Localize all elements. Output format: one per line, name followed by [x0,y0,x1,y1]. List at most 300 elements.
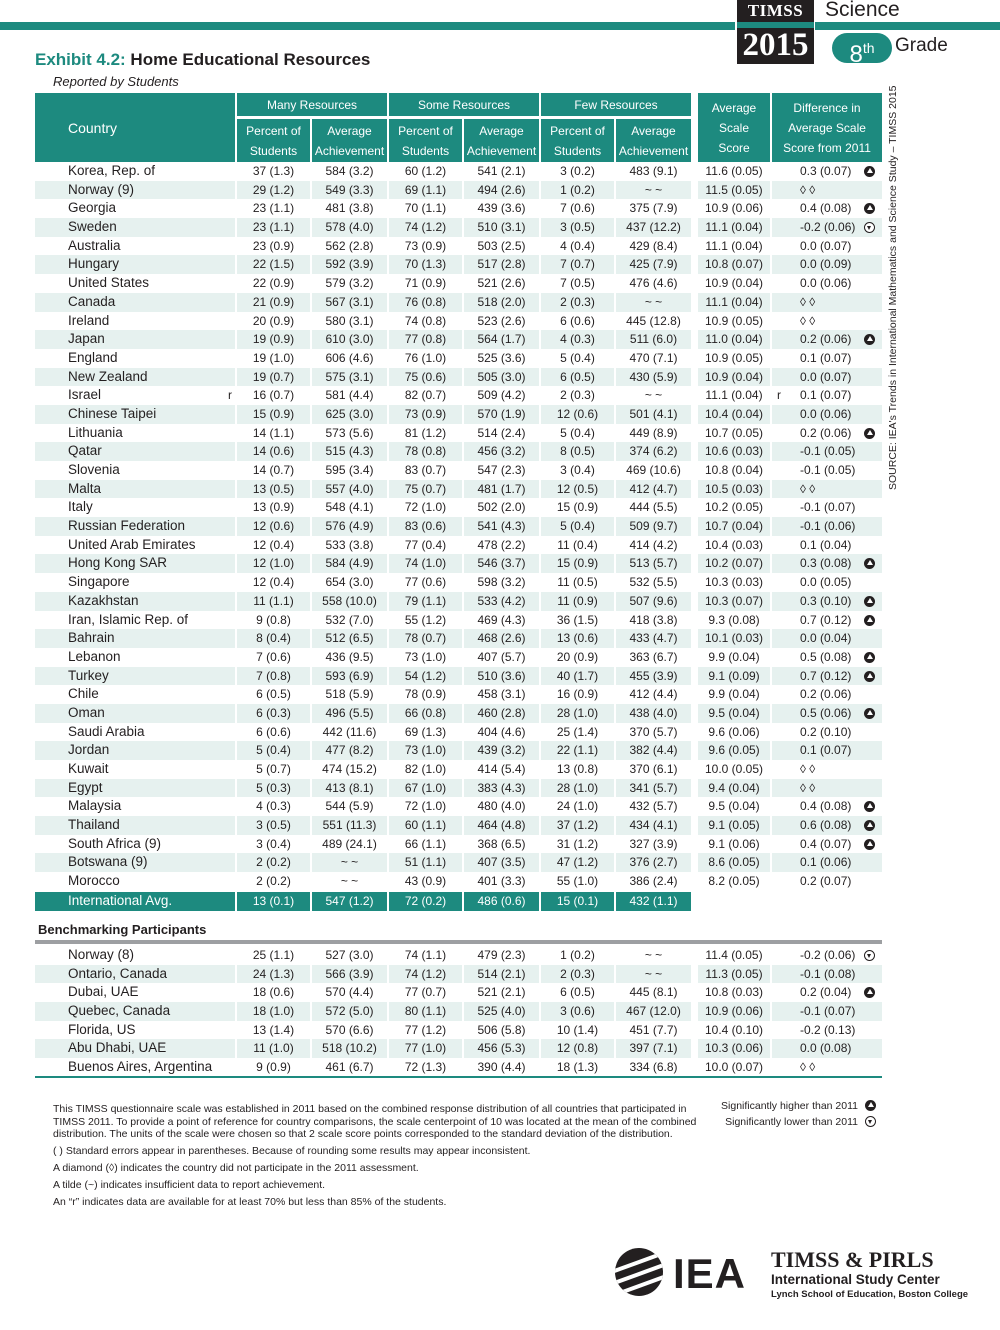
avg-few: 437 (12.2) [616,218,691,237]
avg-many: 584 (3.2) [325,164,374,178]
country-name: Jordan [35,741,235,760]
pct-some: 66 (1.1) [404,836,447,851]
pct-many: 13 (0.9) [252,500,295,515]
legend-lower: Significantly lower than 2011 [700,1114,880,1130]
note-scale: This TIMSS questionnaire scale was established in 2011 based on the combined response distribution of all countries that participated in TIMSS 2011. To provide a point of reference for country comparisons, the scale centerpoint of 10 was located at the mean of the combined distribution. The units of the scale were chosen so that 2 scale score points corresponded to the standard deviation of the distribution. [53,1103,697,1140]
country-name: Abu Dhabi, UAE [35,1039,235,1058]
pct-many: 14 (0.7) [252,463,295,477]
pct-many: 18 (0.6) [252,985,295,1000]
pct-few: 24 (1.0) [556,799,599,814]
avg-some: 525 (3.6) [477,350,526,365]
country-name: Hong Kong SAR [35,554,235,573]
pct-some: 72 (1.0) [404,799,447,814]
country-name: Thailand [35,816,235,835]
pct-some: 67 (1.0) [389,779,462,798]
pct-many: 18 (1.0) [237,1002,310,1021]
pct-few: 11 (0.9) [541,592,614,611]
pct-few: 3 (0.6) [541,1002,614,1021]
avg-few: 425 (7.9) [616,255,691,274]
scale-score: 10.4 (0.10) [704,1022,764,1037]
country-name: Chile [68,686,99,702]
avg-few: 432 (1.1) [616,892,691,911]
diff-2011: ◊ ◊ [800,1060,816,1075]
scale-score: 11.1 (0.04) [705,388,763,403]
pct-many: 5 (0.4) [237,741,310,760]
avg-many: 566 (3.9) [312,965,387,984]
header-country: Country [35,93,235,162]
avg-many: 518 (5.9) [325,687,374,702]
avg-some: 518 (2.0) [464,293,539,312]
pct-some: 72 (0.2) [389,892,462,911]
pct-few: 7 (0.5) [560,276,595,291]
scale-score: 11.1 (0.04) [698,218,770,237]
avg-many: 575 (3.1) [312,368,387,387]
avg-some: 502 (2.0) [477,500,526,515]
pct-few: 28 (1.0) [541,704,614,723]
diff-2011: -0.2 (0.13) [800,1022,856,1037]
diff-2011: 0.2 (0.04) [800,985,852,1000]
pct-few: 25 (1.4) [556,724,599,739]
pct-some: 77 (0.8) [389,330,462,349]
pct-many: 2 (0.2) [256,874,291,889]
pct-many: 7 (0.8) [237,667,310,686]
country-name: Malta [35,480,235,499]
pct-some: 73 (1.0) [404,649,447,664]
pct-few: 3 (0.2) [560,164,595,178]
pct-few: 18 (1.3) [556,1060,599,1075]
grade-badge: 8th [832,33,892,63]
pct-few: 2 (0.3) [541,293,614,312]
country-name: Israel [68,387,102,403]
avg-some: 401 (3.3) [477,874,526,889]
pct-some: 80 (1.1) [389,1002,462,1021]
header-pct-many: Percent of Students [237,119,310,162]
avg-some: 509 (4.2) [477,388,526,403]
arrow-up-icon [864,839,875,850]
avg-few: 386 (2.4) [629,874,678,889]
header-avg-some: Average Achievement [464,119,539,162]
pct-some: 73 (0.9) [404,238,447,253]
pct-few: 11 (0.5) [557,575,598,590]
diff-2011: ◊ ◊ [772,181,882,200]
scale-score: 10.9 (0.06) [704,201,764,216]
pct-many: 12 (0.4) [252,537,295,552]
avg-few: 327 (3.9) [629,836,678,851]
pct-some: 70 (1.1) [404,201,447,216]
pct-some: 77 (0.4) [404,537,447,552]
pct-some: 72 (1.3) [404,1060,447,1075]
avg-few: 532 (5.5) [629,575,678,590]
avg-few: 483 (9.1) [629,164,678,178]
arrow-up-icon [864,166,875,177]
avg-many: 592 (3.9) [312,255,387,274]
pct-few: 40 (1.7) [541,667,614,686]
pct-some: 74 (1.2) [389,965,462,984]
avg-some: 368 (6.5) [477,836,526,851]
pct-some: 77 (0.7) [404,985,447,1000]
scale-score: 8.6 (0.05) [698,853,770,872]
benchmark-rule [35,940,882,944]
avg-some: 486 (0.6) [464,892,539,911]
country-name: Chinese Taipei [35,405,235,424]
country-name: Hungary [35,255,235,274]
scale-score: 8.2 (0.05) [708,874,760,889]
timss-logo [737,0,814,64]
pct-few: 6 (0.5) [560,985,595,1000]
avg-many: 610 (3.0) [312,330,387,349]
arrow-up-icon [865,1100,876,1111]
country-name: Sweden [35,218,235,237]
avg-many: 515 (4.3) [312,442,387,461]
avg-few: 469 (10.6) [626,463,681,477]
pct-many: 12 (0.6) [237,517,310,536]
arrow-down-icon [865,1116,876,1127]
diff-2011: 0.2 (0.07) [800,874,852,889]
avg-many: 573 (5.6) [325,425,374,440]
pct-many: 12 (0.4) [252,575,295,590]
avg-many: 544 (5.9) [325,799,374,814]
legend [700,1098,880,1130]
avg-some: 414 (5.4) [477,762,526,776]
pct-some: 83 (0.7) [404,463,447,477]
avg-many: 593 (6.9) [312,667,387,686]
arrow-up-icon [864,820,875,831]
diff-2011: 0.7 (0.12) [800,612,852,627]
pct-some: 51 (1.1) [389,853,462,872]
avg-some: 468 (2.6) [464,629,539,648]
scale-score: 10.4 (0.04) [698,405,770,424]
pct-few: 7 (0.7) [541,255,614,274]
avg-some: 460 (2.8) [464,704,539,723]
pct-few: 31 (1.2) [556,836,599,851]
pct-many: 6 (0.5) [256,687,291,702]
pct-many: 29 (1.2) [237,181,310,200]
avg-few: 370 (6.1) [629,762,678,776]
scale-score: 11.6 (0.05) [705,164,763,178]
avg-many: 576 (4.9) [312,517,387,536]
avg-some: 506 (5.8) [477,1022,526,1037]
avg-few: 513 (5.7) [616,554,691,573]
avg-many: ~ ~ [340,874,359,889]
pct-few: 6 (0.5) [541,368,614,387]
pct-few: 1 (0.2) [560,948,595,962]
table-bottom-rule [35,1076,882,1078]
diff-2011: 0.0 (0.08) [772,1039,882,1058]
scale-score: 10.8 (0.04) [704,463,764,477]
pct-some: 77 (1.0) [389,1039,462,1058]
country-name: International Avg. [35,892,235,911]
avg-some: 439 (3.6) [477,201,526,216]
avg-few: 470 (7.1) [629,350,678,365]
country-name: New Zealand [35,368,235,387]
diff-2011: -0.1 (0.06) [772,517,882,536]
diff-2011: 0.1 (0.07) [800,350,852,365]
pct-some: 70 (1.3) [389,255,462,274]
pct-some: 82 (1.0) [404,762,447,776]
country-name: United States [68,275,150,291]
pct-some: 69 (1.3) [404,724,447,739]
diff-2011: 0.0 (0.07) [772,368,882,387]
pct-some: 73 (0.9) [389,405,462,424]
pct-some: 75 (0.7) [389,480,462,499]
country-name: Lithuania [68,424,123,440]
scale-score: 9.6 (0.06) [708,724,760,739]
pct-few: 13 (0.6) [541,629,614,648]
pct-few: 15 (0.9) [556,500,599,515]
country-name: United Arab Emirates [68,536,196,552]
pct-few: 5 (0.4) [560,350,595,365]
scale-score: 10.3 (0.06) [698,1039,770,1058]
scale-score: 9.5 (0.04) [698,704,770,723]
avg-some: 541 (2.1) [477,164,526,178]
country-name: Egypt [35,779,235,798]
country-name: South Africa (9) [68,835,162,851]
avg-many: 496 (5.5) [312,704,387,723]
pct-some: 66 (0.8) [389,704,462,723]
pct-many: 22 (1.5) [237,255,310,274]
pct-few: 3 (0.4) [560,463,595,477]
top-rule-right [815,22,1000,30]
country-name: Lebanon [68,648,121,664]
avg-few: 375 (7.9) [629,201,678,216]
pct-few: 20 (0.9) [556,649,599,664]
diff-2011: ◊ ◊ [800,313,816,328]
avg-some: 439 (3.2) [464,741,539,760]
pct-many: 9 (0.9) [256,1060,291,1075]
country-name: Kazakhstan [35,592,235,611]
avg-few: 374 (6.2) [616,442,691,461]
avg-some: 407 (3.5) [464,853,539,872]
legend-higher: Significantly higher than 2011 [700,1098,880,1114]
pct-some: 73 (1.0) [389,741,462,760]
pct-few: 12 (0.8) [541,1039,614,1058]
avg-few: 430 (5.9) [616,368,691,387]
pct-few: 7 (0.6) [560,201,595,216]
diff-2011: 0.1 (0.06) [772,853,882,872]
avg-some: 541 (4.3) [464,517,539,536]
avg-some: 456 (3.2) [464,442,539,461]
avg-few: 509 (9.7) [616,517,691,536]
scale-score: 10.8 (0.03) [704,985,764,1000]
header-diff: Difference in Average Scale Score from 2011 [772,93,882,162]
arrow-up-icon [864,596,875,607]
country-name: Georgia [68,200,117,216]
country-name: Morocco [68,873,120,889]
country-name: Ontario, Canada [35,965,235,984]
avg-some: 547 (2.3) [477,463,526,477]
avg-many: 579 (3.2) [325,276,374,291]
avg-some: 478 (2.2) [477,537,526,552]
pct-many: 24 (1.3) [237,965,310,984]
country-name: Quebec, Canada [35,1002,235,1021]
country-name: Dubai, UAE [68,984,139,1000]
header-pct-some: Percent of Students [389,119,462,162]
scale-score: 11.1 (0.04) [698,293,770,312]
pct-many: 14 (0.6) [237,442,310,461]
diff-2011: 0.1 (0.04) [800,537,852,552]
pct-many: 6 (0.3) [237,704,310,723]
pct-few: 16 (0.9) [556,687,599,702]
avg-few: 376 (2.7) [616,853,691,872]
avg-some: 533 (4.2) [464,592,539,611]
avg-few: 507 (9.6) [616,592,691,611]
pct-few: 37 (1.2) [541,816,614,835]
pct-many: 7 (0.6) [256,649,291,664]
avg-few: 476 (4.6) [629,276,678,291]
diff-2011: 0.3 (0.07) [800,164,852,178]
avg-many: 474 (15.2) [322,762,377,776]
avg-few: 434 (4.1) [616,816,691,835]
pct-few: 5 (0.4) [560,425,595,440]
pct-many: 13 (0.5) [237,480,310,499]
avg-many: 558 (10.0) [312,592,387,611]
header-some: Some Resources [389,93,539,117]
avg-some: 479 (2.3) [477,948,526,962]
pct-few: 15 (0.9) [541,554,614,573]
diff-2011: -0.1 (0.08) [772,965,882,984]
diff-2011: ◊ ◊ [772,293,882,312]
avg-many: 518 (10.2) [312,1039,387,1058]
pct-some: 79 (1.1) [389,592,462,611]
avg-few: 455 (3.9) [616,667,691,686]
pct-many: 11 (1.1) [237,592,310,611]
avg-many: 578 (4.0) [312,218,387,237]
avg-some: 390 (4.4) [477,1060,526,1075]
avg-few: 433 (4.7) [616,629,691,648]
avg-some: 458 (3.1) [477,687,526,702]
avg-few: 501 (4.1) [616,405,691,424]
header-avg-many: Average Achievement [312,119,387,162]
diff-2011: 0.3 (0.08) [772,554,882,573]
pct-few: 1 (0.2) [541,181,614,200]
scale-score: 10.6 (0.03) [698,442,770,461]
pct-many: 23 (1.1) [237,218,310,237]
header-scale: Average Scale Score [698,93,770,162]
pct-many: 22 (0.9) [252,276,295,291]
scale-score: 10.7 (0.05) [704,425,764,440]
avg-few: 363 (6.7) [629,649,678,664]
avg-few: ~ ~ [644,388,663,403]
country-name: Japan [35,330,235,349]
pct-some: 74 (1.2) [389,218,462,237]
avg-few: ~ ~ [616,965,691,984]
avg-some: 503 (2.5) [477,238,526,253]
country-name: Ireland [68,312,110,328]
scale-score: 11.1 (0.04) [705,238,763,253]
country-name: Bahrain [35,629,235,648]
avg-many: 533 (3.8) [325,537,374,552]
scale-score: 10.9 (0.04) [704,276,764,291]
pct-many: 20 (0.9) [252,313,295,328]
avg-some: 481 (1.7) [464,480,539,499]
diff-2011: 0.5 (0.06) [772,704,882,723]
header-avg-few: Average Achievement [616,119,691,162]
pct-some: 77 (1.2) [404,1022,447,1037]
arrow-up-icon [864,652,875,663]
pct-many: 6 (0.6) [256,724,291,739]
pct-some: 72 (1.0) [404,500,447,515]
page-title [35,50,370,70]
arrow-down-icon [864,222,875,233]
pct-many: 5 (0.3) [237,779,310,798]
pct-few: 12 (0.6) [541,405,614,424]
avg-few: 397 (7.1) [616,1039,691,1058]
country-name: Buenos Aires, Argentina [68,1059,213,1075]
avg-few: 438 (4.0) [616,704,691,723]
avg-few: 449 (8.9) [629,425,678,440]
avg-few: 467 (12.0) [616,1002,691,1021]
diff-2011: -0.1 (0.07) [800,500,856,515]
country-name: Botswana (9) [35,853,235,872]
pct-few: 2 (0.3) [560,388,595,403]
scale-score: 10.5 (0.03) [698,480,770,499]
avg-many: 547 (1.2) [312,892,387,911]
country-name: Kuwait [68,761,109,776]
diff-2011: 0.4 (0.08) [800,201,852,216]
header-many: Many Resources [237,93,387,117]
page-subtitle: Reported by Students [53,74,179,89]
avg-few: 418 (3.8) [629,612,678,627]
diff-2011: 0.0 (0.09) [772,255,882,274]
avg-few: 444 (5.5) [629,500,678,515]
country-name: Italy [68,499,93,515]
avg-many: 570 (4.4) [325,985,374,1000]
pct-few: 47 (1.2) [541,853,614,872]
avg-few: 445 (8.1) [629,985,678,1000]
pct-few: 3 (0.5) [541,218,614,237]
scale-score: 9.9 (0.04) [708,687,760,702]
scale-score: 9.1 (0.06) [708,836,760,851]
scale-score: 10.9 (0.05) [704,350,764,365]
scale-score: 10.9 (0.04) [698,368,770,387]
r-flag-scale: r [777,388,781,403]
diff-2011: -0.2 (0.06) [800,948,856,962]
country-name: Oman [35,704,235,723]
avg-few: ~ ~ [644,948,663,962]
arrow-up-icon [864,428,875,439]
country-name: Canada [35,293,235,312]
pct-many: 2 (0.2) [237,853,310,872]
avg-some: 521 (2.6) [477,276,526,291]
note-r: An “r” indicates data are available for at least 70% but less than 85% of the students. [53,1196,447,1208]
country-name: Australia [68,237,121,253]
country-name: Florida, US [68,1021,136,1037]
avg-some: 404 (4.6) [477,724,526,739]
avg-few: 412 (4.4) [629,687,678,702]
scale-score: 10.2 (0.07) [698,554,770,573]
notes [53,1103,703,1213]
pct-some: 43 (0.9) [404,874,447,889]
diff-2011: -0.2 (0.06) [772,218,882,237]
diff-2011: 0.4 (0.07) [800,836,852,851]
top-rule [0,22,735,30]
country-name: Russian Federation [35,517,235,536]
avg-some: 523 (2.6) [477,313,526,328]
diff-2011: 0.0 (0.06) [800,276,852,291]
arrow-down-icon [864,950,875,961]
scale-score: 9.6 (0.05) [698,741,770,760]
pct-some: 55 (1.2) [404,612,447,627]
scale-score: 10.8 (0.07) [698,255,770,274]
avg-some: 383 (4.3) [464,779,539,798]
pct-many: 23 (0.9) [252,238,295,253]
avg-some: 494 (2.6) [464,181,539,200]
avg-some: 510 (3.1) [464,218,539,237]
avg-some: 598 (3.2) [477,575,526,590]
pct-many: 5 (0.7) [256,762,291,776]
avg-few: ~ ~ [616,293,691,312]
note-se: ( ) Standard errors appear in parentheses. Because of rounding some results may appear inconsistent. [53,1145,531,1157]
